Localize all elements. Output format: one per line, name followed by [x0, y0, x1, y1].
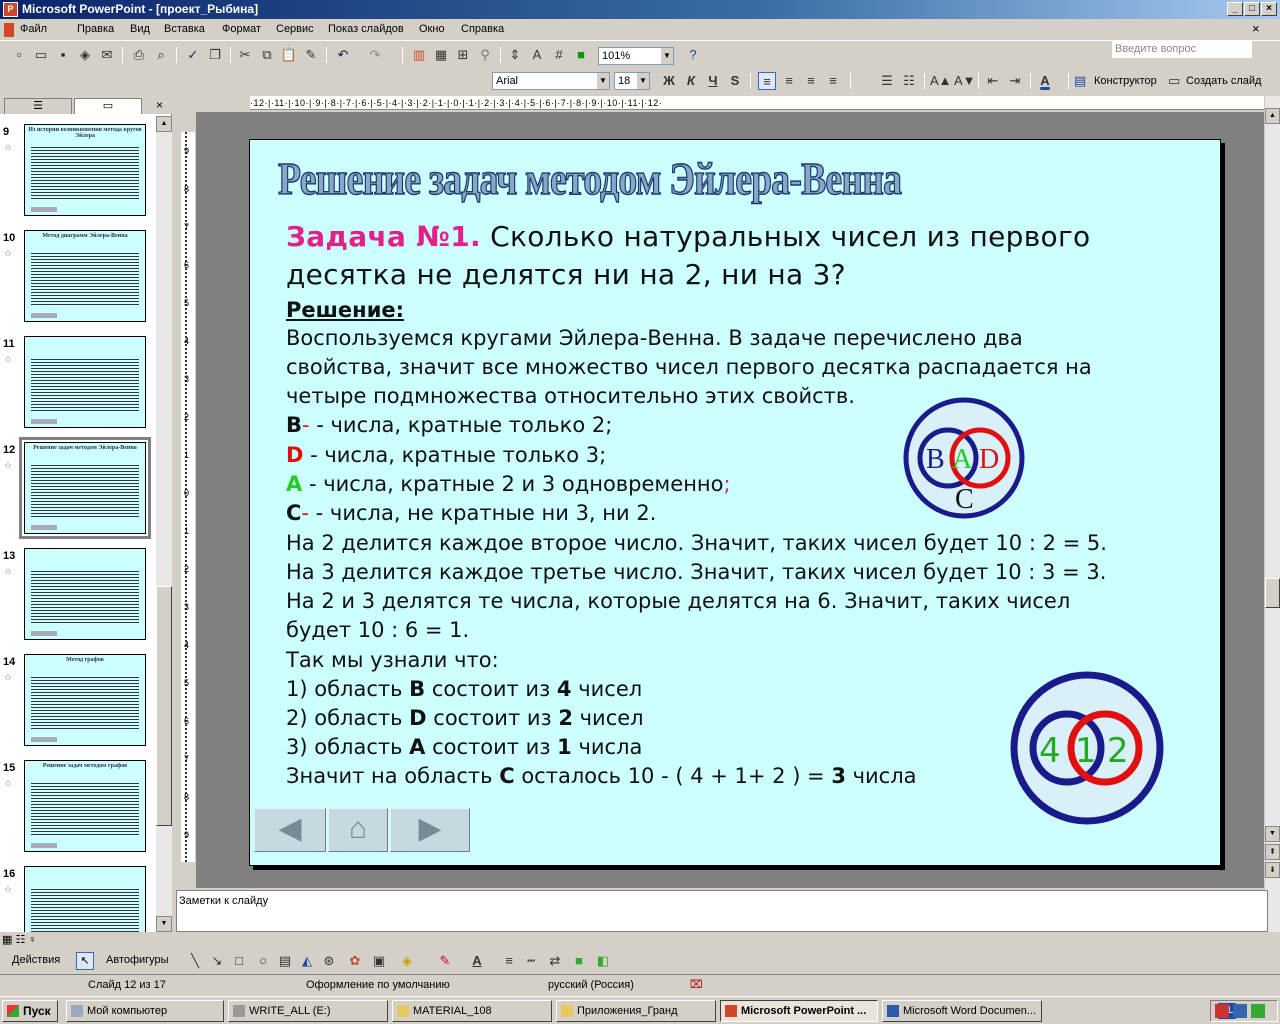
- design-icon[interactable]: ▤: [1074, 73, 1087, 88]
- system-tray: [1210, 1000, 1278, 1022]
- spelling-icon[interactable]: ✓: [187, 47, 199, 62]
- numbering-icon[interactable]: ☰: [881, 73, 893, 88]
- thumbnail-number: 9: [3, 126, 10, 138]
- close-doc-icon[interactable]: ×: [1252, 21, 1260, 36]
- transition-star-icon: ☆: [4, 778, 13, 788]
- horizontal-ruler: ·12·|·11·|·10·|·9·|·8·|·7·|·6·|·5·|·4·|·3·|·2·|·1·|·0·|·1·|·2·|·3·|·4·|·5·|·6·|·7·|·8·|·9·|·10·|·11·|·12·: [250, 96, 1270, 110]
- next-slide-icon[interactable]: ⇟: [1265, 862, 1280, 878]
- powerpoint-icon: [725, 1005, 737, 1017]
- paragraph-line-1: Воспользуемся кругами Эйлера-Венна. В задаче перечислено два: [286, 326, 1023, 350]
- venn1-label-c: C: [955, 484, 974, 515]
- menu-bar: [0, 19, 1280, 55]
- calc-line-3: На 2 и 3 делятся те числа, которые делятся на 6. Значит, таких чисел: [286, 589, 1071, 613]
- insert-table-icon[interactable]: ▦: [434, 47, 448, 62]
- taskbar-my-computer[interactable]: Мой компьютер: [66, 1000, 224, 1022]
- slide-thumbnail[interactable]: [24, 654, 146, 746]
- menu-window[interactable]: Окно: [419, 23, 445, 35]
- task-line-1: [286, 220, 1090, 253]
- notes-area[interactable]: Заметки к слайду: [176, 890, 1268, 932]
- thumbnail-number: 13: [3, 550, 16, 562]
- task-line-2: десятка не делятся ни на 2, ни на 3?: [286, 258, 846, 291]
- slide-thumbnail[interactable]: [24, 548, 146, 640]
- set-b-line: В- - числа, кратные только 2;: [286, 413, 613, 437]
- thumbnail-title: Метод диаграмм Эйлера-Венна: [42, 233, 128, 239]
- transition-star-icon: ☆: [4, 672, 13, 682]
- tab-slides[interactable]: ▭: [74, 98, 142, 114]
- ruler-tick: 6: [184, 260, 190, 270]
- taskbar-powerpoint[interactable]: Microsoft PowerPoint ...: [720, 1000, 878, 1022]
- ruler-tick: 1: [184, 526, 190, 536]
- thumbnail-number: 15: [3, 762, 16, 774]
- result-line-3: 3) область А состоит из 1 числа: [286, 735, 643, 759]
- status-slide-count: Слайд 12 из 17: [88, 979, 166, 991]
- menu-help[interactable]: Справка: [461, 23, 505, 35]
- menu-slideshow[interactable]: Показ слайдов: [328, 23, 404, 35]
- home-icon: ⌂: [348, 812, 368, 845]
- calc-line-4: будет 10 : 6 = 1.: [286, 618, 470, 642]
- new-slide-icon[interactable]: ▭: [1168, 73, 1181, 88]
- minimize-button[interactable]: _: [1227, 2, 1243, 16]
- diagram-icon[interactable]: ⊛: [323, 953, 335, 968]
- ruler-tick: 5: [184, 678, 190, 688]
- formatting-toolbar: [480, 68, 1280, 94]
- set-a-text: - числа, кратные 2 и 3 одновременно: [302, 472, 724, 496]
- font-color-draw-icon[interactable]: A: [472, 953, 482, 968]
- bullets-icon[interactable]: ☷: [903, 73, 915, 88]
- copy-icon[interactable]: ⧉: [262, 47, 272, 62]
- font-name-combo[interactable]: Arial ▼: [492, 72, 610, 90]
- insert-chart-icon[interactable]: ▥: [412, 47, 426, 62]
- standard-toolbar: [0, 42, 720, 68]
- transition-star-icon: ☆: [4, 460, 13, 470]
- set-b-text: - числа, кратные только 2;: [309, 413, 613, 437]
- open-icon[interactable]: ▭: [34, 47, 48, 62]
- new-icon[interactable]: ▫: [16, 47, 22, 62]
- ruler-tick: 7: [184, 754, 190, 764]
- word-icon: [887, 1005, 899, 1017]
- main-scroll-thumb[interactable]: [1265, 578, 1280, 608]
- email-icon[interactable]: ✉: [101, 47, 113, 62]
- pane-tabs: [0, 96, 172, 114]
- ruler-tick: 4: [184, 640, 190, 650]
- thumbnail-scroll-thumb[interactable]: [156, 586, 172, 826]
- slide-thumbnail[interactable]: [24, 230, 146, 322]
- set-c-line: С- - числа, не кратные ни 3, ни 2.: [286, 501, 657, 525]
- spellcheck-status-icon: ⌧: [690, 979, 703, 991]
- slide-thumbnail[interactable]: [24, 336, 146, 428]
- slide-thumbnail[interactable]: [24, 866, 146, 932]
- line-icon[interactable]: ╲: [191, 953, 199, 968]
- scroll-down-icon[interactable]: ▼: [156, 916, 172, 932]
- permission-icon[interactable]: ◈: [80, 47, 90, 62]
- fill-color-icon[interactable]: ◈: [402, 953, 412, 968]
- menu-view[interactable]: Вид: [130, 23, 150, 35]
- set-c-text: - числа, не кратные ни 3, ни 2.: [309, 501, 657, 525]
- thumbnail-number: 11: [3, 338, 15, 350]
- ruler-tick: 9: [184, 146, 190, 156]
- textbox-icon[interactable]: ▤: [278, 953, 292, 968]
- underline-button[interactable]: Ч: [708, 73, 718, 88]
- shadow-style-icon[interactable]: ■: [575, 953, 583, 968]
- picture-icon[interactable]: ▣: [372, 953, 386, 968]
- ruler-tick: 2: [184, 564, 190, 574]
- thumbnail-scrollbar[interactable]: [156, 116, 172, 932]
- ask-question-input[interactable]: Введите вопрос: [1112, 41, 1252, 58]
- undo-icon[interactable]: ↶: [337, 47, 349, 62]
- venn1-label-a: A: [952, 444, 973, 475]
- font-size-combo[interactable]: 18 ▼: [614, 72, 650, 90]
- tray-icon-3[interactable]: [1251, 1004, 1265, 1018]
- research-icon[interactable]: ❐: [209, 47, 221, 62]
- 3d-style-icon[interactable]: ◧: [596, 953, 610, 968]
- result-line-4: Значит на область С осталось 10 - ( 4 + 1+ 2 ) = 3 числа: [286, 764, 917, 788]
- task-label: Задача №1.: [286, 220, 481, 253]
- venn2-count-mid: 1: [1075, 731, 1097, 771]
- ruler-tick: 3: [184, 602, 190, 612]
- arrow-icon[interactable]: ↘: [211, 953, 223, 968]
- expand-all-icon[interactable]: ⇕: [509, 47, 521, 62]
- transition-star-icon: ☆: [4, 248, 13, 258]
- result-line-2: 2) область D состоит из 2 чисел: [286, 706, 644, 730]
- thumbnail-title: Из истории возникновения метода кругов Эйлера: [28, 127, 142, 139]
- set-c-key: С: [286, 501, 302, 525]
- thumbnail-title: Решение задач методом Эйлера-Венна: [33, 445, 137, 451]
- maximize-button[interactable]: □: [1244, 2, 1260, 16]
- home-button[interactable]: [328, 808, 388, 852]
- align-left-icon[interactable]: ≡: [758, 72, 776, 90]
- drive-icon: [233, 1005, 245, 1017]
- venn-diagram-letters: [902, 396, 1026, 520]
- align-right-icon[interactable]: ≡: [807, 73, 815, 88]
- thumbnail-number: 16: [3, 868, 16, 880]
- set-b-key: В: [286, 413, 303, 437]
- menu-file[interactable]: Файл: [20, 23, 48, 35]
- wordart-icon[interactable]: ◭: [302, 953, 312, 968]
- tables-borders-icon[interactable]: ⊞: [457, 47, 469, 62]
- ruler-tick: 3: [184, 374, 190, 384]
- align-center-icon[interactable]: ≡: [785, 73, 793, 88]
- ruler-tick: 8: [184, 792, 190, 802]
- set-a-line: [286, 472, 731, 496]
- normal-view-icon[interactable]: ▦: [2, 934, 13, 946]
- prev-slide-button[interactable]: ◀: [254, 808, 326, 852]
- rectangle-icon[interactable]: □: [235, 953, 243, 968]
- status-design: Оформление по умолчанию: [306, 979, 450, 991]
- slide-thumbnail[interactable]: [24, 124, 146, 216]
- clipart-icon[interactable]: ✿: [349, 953, 361, 968]
- format-painter-icon[interactable]: ✎: [305, 47, 317, 62]
- prev-slide-icon[interactable]: ⇞: [1265, 844, 1280, 860]
- solution-label: Решение:: [286, 298, 405, 322]
- next-slide-button[interactable]: ▶: [390, 808, 470, 852]
- ruler-tick: 5: [184, 298, 190, 308]
- set-d-line: [286, 443, 606, 467]
- insert-hyperlink-icon[interactable]: ⚲: [480, 47, 490, 62]
- menu-insert[interactable]: Вставка: [164, 23, 205, 35]
- tray-icon-2[interactable]: [1233, 1004, 1247, 1018]
- set-d-text: - числа, кратные только 3;: [303, 443, 607, 467]
- venn-diagram-counts: [1007, 670, 1167, 830]
- transition-star-icon: ☆: [4, 354, 13, 364]
- main-scroll-up-icon[interactable]: ▲: [1265, 108, 1280, 124]
- zoom-combo[interactable]: 101% ▼: [598, 47, 674, 65]
- ruler-tick: 2: [184, 412, 190, 422]
- slide-sorter-view-icon[interactable]: ☷: [15, 934, 26, 946]
- status-language: русский (Россия): [548, 979, 634, 991]
- thumbnail-title: [25, 337, 145, 341]
- scroll-up-icon[interactable]: ▲: [156, 116, 172, 132]
- result-line-1: 1) область В состоит из 4 чисел: [286, 677, 643, 701]
- thumbnail-number: 10: [3, 232, 16, 244]
- color-grayscale-icon[interactable]: ■: [577, 47, 585, 62]
- calc-line-5: Так мы узнали что:: [286, 648, 499, 672]
- actions-menu[interactable]: Действия: [12, 954, 61, 966]
- autoshapes-menu[interactable]: Автофигуры: [106, 954, 169, 966]
- paragraph-line-3: четыре подмножества относительно этих свойств.: [286, 384, 855, 408]
- venn2-count-left: 4: [1039, 731, 1061, 771]
- doc-icon[interactable]: [4, 23, 14, 37]
- line-style-icon[interactable]: ≡: [505, 953, 513, 968]
- thumbnail-title: [25, 549, 145, 553]
- font-color-icon[interactable]: A: [1040, 73, 1050, 88]
- set-a-end: ;: [723, 472, 731, 496]
- thumbnail-title: Метод графов: [66, 657, 104, 663]
- bold-button[interactable]: Ж: [663, 73, 675, 88]
- thumbnail-title: Решение задач методом графов: [42, 763, 128, 769]
- arrow-style-icon[interactable]: ⇄: [549, 953, 561, 968]
- slideshow-view-icon[interactable]: ♀: [28, 934, 37, 946]
- thumbnail-title: [25, 867, 145, 871]
- venn1-label-d: D: [979, 444, 1000, 475]
- ruler-tick: 1: [184, 450, 190, 460]
- paragraph-line-2: свойства, значит все множество чисел первого десятка распадается на: [286, 355, 1092, 379]
- shadow-button[interactable]: S: [730, 73, 740, 88]
- slide-title: Решение задач методом Эйлера-Венна: [278, 153, 902, 204]
- thumbnail-number: 12: [3, 444, 16, 456]
- italic-button[interactable]: К: [687, 73, 695, 88]
- justify-icon[interactable]: ≡: [829, 73, 837, 88]
- calc-line-2: На 3 делится каждое третье число. Значит, таких чисел будет 10 : 3 = 3.: [286, 560, 1107, 584]
- print-preview-icon[interactable]: ⌕: [157, 47, 165, 62]
- dash-style-icon[interactable]: ┅: [527, 953, 535, 968]
- line-color-icon[interactable]: ✎: [439, 953, 451, 968]
- vertical-ruler: [181, 132, 195, 862]
- menu-tools[interactable]: Сервис: [276, 23, 314, 35]
- designer-button[interactable]: Конструктор: [1094, 75, 1157, 87]
- title-bar: [0, 0, 1280, 19]
- set-a-key: А: [286, 472, 303, 496]
- transition-star-icon: ☆: [4, 566, 13, 576]
- window-title: Microsoft PowerPoint - [проект_Рыбина]: [22, 2, 259, 16]
- oval-icon[interactable]: ○: [259, 953, 267, 968]
- redo-icon[interactable]: ↷: [369, 47, 381, 62]
- slide-thumbnail[interactable]: [24, 442, 146, 534]
- thumbnail-list: [0, 116, 156, 932]
- taskbar-material[interactable]: MATERIAL_108: [392, 1000, 552, 1022]
- print-icon[interactable]: ⎙: [133, 47, 145, 62]
- slide-canvas[interactable]: [249, 139, 1221, 866]
- taskbar-write-all[interactable]: WRITE_ALL (E:): [228, 1000, 388, 1022]
- folder-icon: [561, 1005, 573, 1017]
- ruler-tick: 7: [184, 222, 190, 232]
- windows-logo-icon: [7, 1005, 19, 1017]
- status-bar: [0, 974, 1280, 994]
- ruler-tick: 6: [184, 716, 190, 726]
- menu-format[interactable]: Формат: [222, 23, 262, 35]
- venn1-label-b: B: [926, 444, 945, 475]
- start-button[interactable]: Пуск: [2, 1000, 58, 1022]
- cut-icon[interactable]: ✂: [239, 47, 251, 62]
- show-formatting-icon[interactable]: A: [532, 47, 542, 62]
- view-buttons: [2, 933, 62, 947]
- new-slide-button[interactable]: Создать слайд: [1186, 75, 1262, 87]
- increase-indent-icon[interactable]: ⇥: [1009, 73, 1021, 88]
- paste-icon[interactable]: 📋: [280, 47, 298, 62]
- drawing-toolbar: [0, 948, 640, 972]
- tray-icon-1[interactable]: [1215, 1004, 1229, 1018]
- taskbar: [0, 996, 1280, 1024]
- computer-icon: [71, 1005, 83, 1017]
- main-scroll-down-icon[interactable]: ▼: [1265, 826, 1280, 842]
- save-icon[interactable]: ▪: [60, 47, 66, 62]
- main-scrollbar[interactable]: [1264, 96, 1280, 932]
- transition-star-icon: ☆: [4, 884, 13, 894]
- transition-star-icon: ☆: [4, 142, 13, 152]
- decrease-indent-icon[interactable]: ⇤: [987, 73, 999, 88]
- ruler-tick: 8: [184, 184, 190, 194]
- slide-thumbnail[interactable]: [24, 760, 146, 852]
- venn2-count-right: 2: [1107, 731, 1129, 771]
- close-button[interactable]: ×: [1261, 2, 1277, 16]
- calc-line-1: На 2 делится каждое второе число. Значит, таких чисел будет 10 : 2 = 5.: [286, 531, 1107, 555]
- ruler-tick: 9: [184, 830, 190, 840]
- taskbar-prilozheniya[interactable]: Приложения_Гранд: [556, 1000, 716, 1022]
- decrease-font-icon[interactable]: A▼: [954, 73, 976, 88]
- menu-edit[interactable]: Правка: [77, 23, 115, 35]
- powerpoint-app-icon[interactable]: P: [3, 2, 18, 17]
- set-d-key: D: [286, 443, 304, 467]
- folder-icon: [397, 1005, 409, 1017]
- ruler-tick: 4: [184, 336, 190, 346]
- thumbnail-number: 14: [3, 656, 16, 668]
- taskbar-word[interactable]: Microsoft Word Documen...: [882, 1000, 1042, 1022]
- select-pointer-icon[interactable]: ↖: [76, 952, 94, 970]
- increase-font-icon[interactable]: A▲: [930, 73, 952, 88]
- close-pane-icon[interactable]: ×: [156, 98, 164, 112]
- show-grid-icon[interactable]: #: [555, 47, 563, 62]
- help-icon[interactable]: ?: [689, 47, 697, 62]
- ruler-tick: 0: [184, 488, 190, 498]
- task-text-1: Сколько натуральных чисел из первого: [480, 220, 1091, 253]
- tab-outline[interactable]: ☰: [4, 98, 72, 114]
- slides-pane: [0, 96, 172, 932]
